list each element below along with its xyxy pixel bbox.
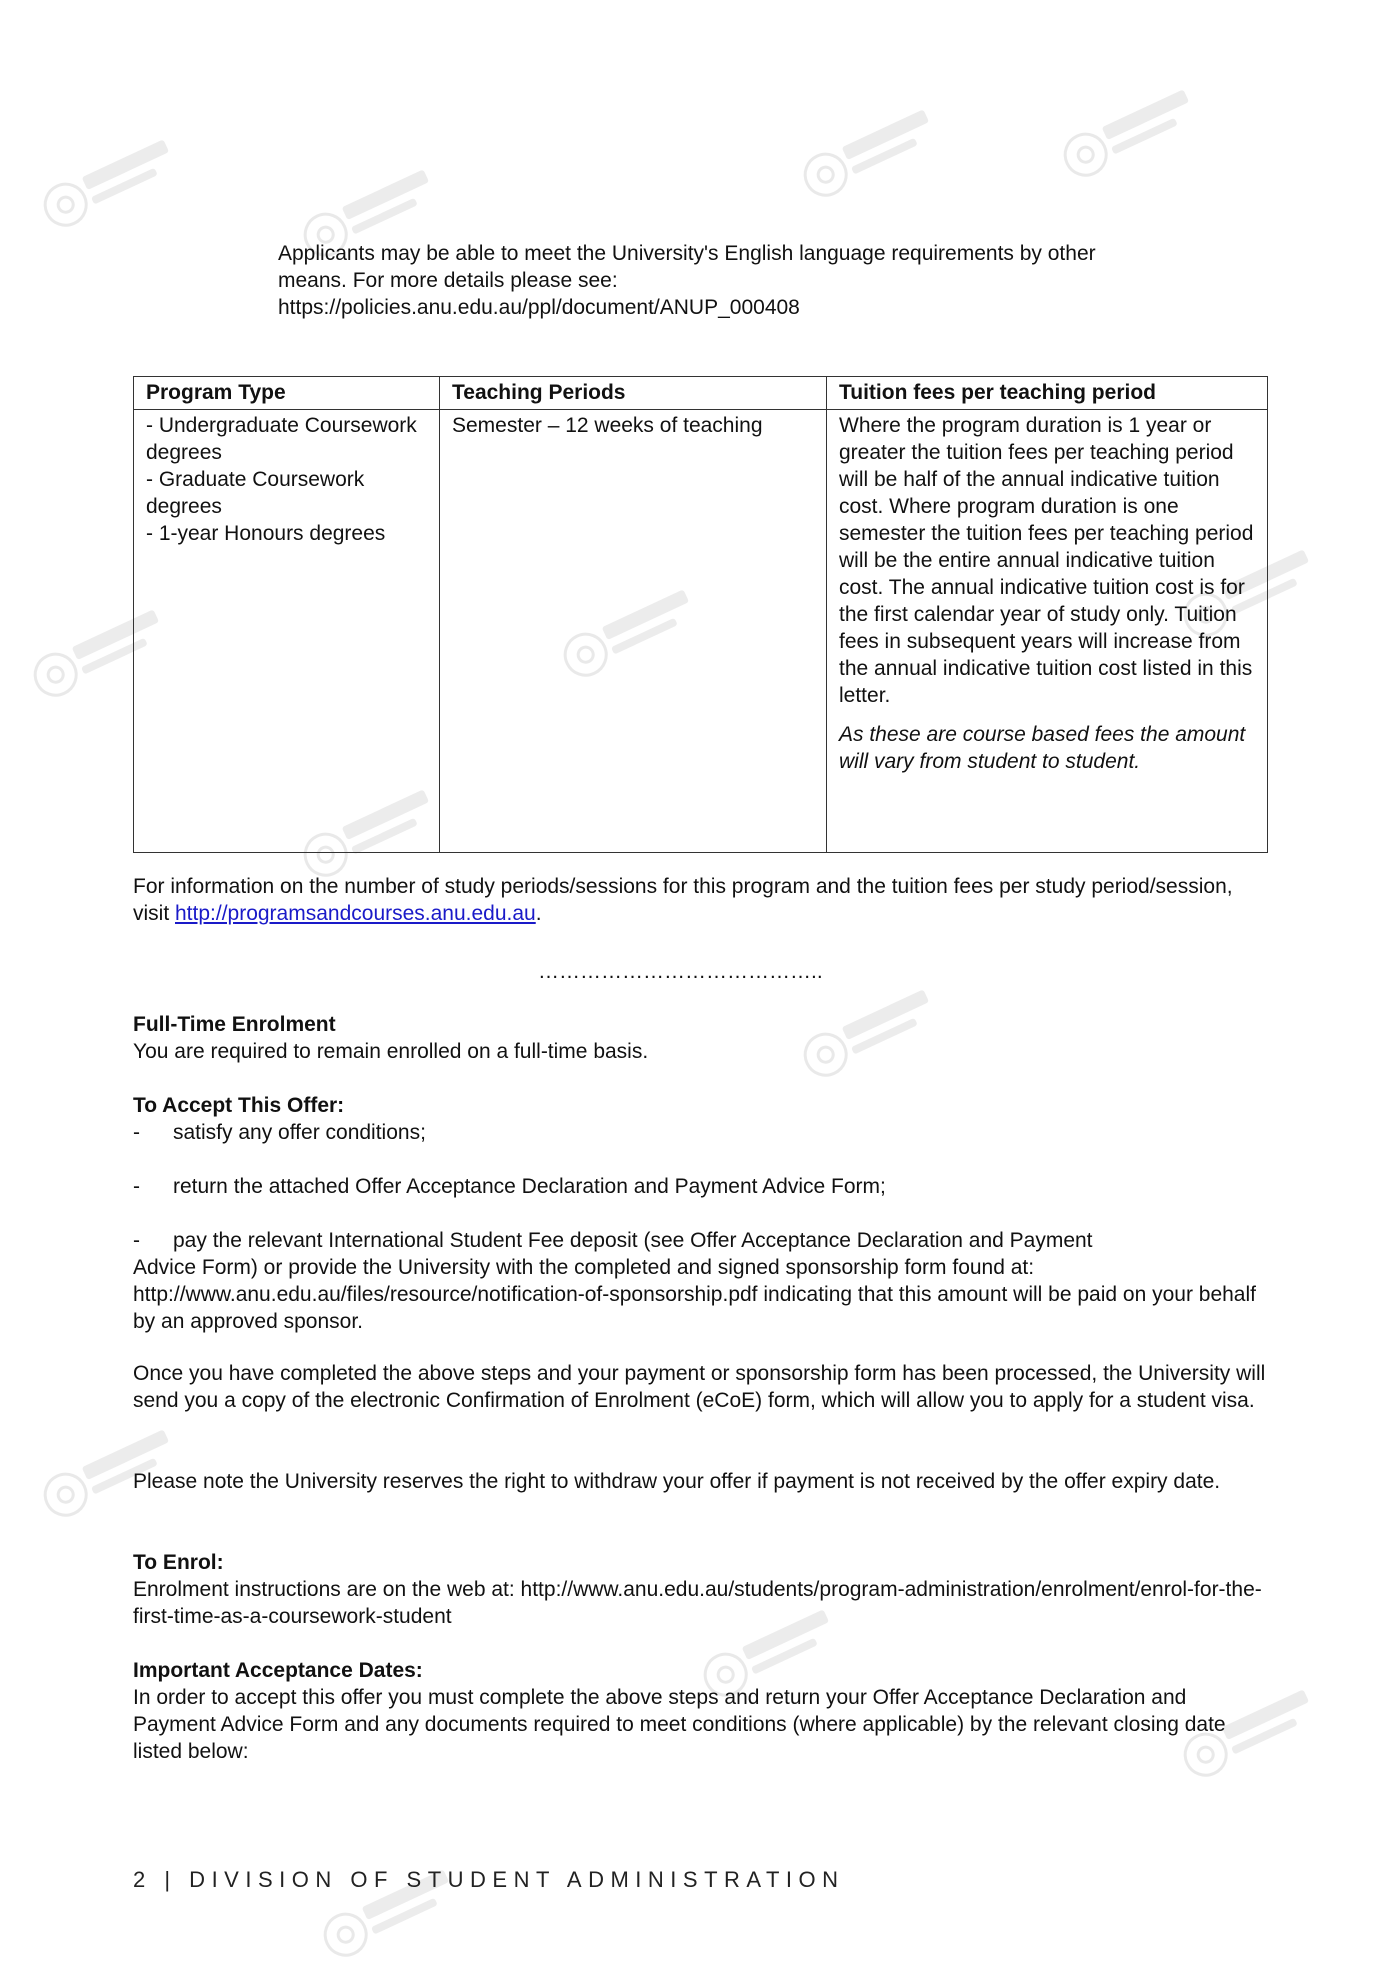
intro-line: Applicants may be able to meet the University's English language requirements by other [278,242,1096,265]
section-title: Full-Time Enrolment [133,1013,336,1036]
section-body: Enrolment instructions are on the web at: http://www.anu.edu.au/students/program-administration/enrolment/enrol-for-the-first-time-as-a-coursework-student [133,1578,1262,1628]
tuition-fees-cell [827,410,1268,853]
list-item-text-continued: Advice Form) or provide the University with the completed and signed sponsorship form found at: http://www.anu.edu.au/files/resource/notification-of-sponsorship.pdf indicating that this amount will be paid on your behalf by an approved sponsor. [133,1256,1256,1333]
accept-offer-section [133,1092,1273,1335]
header-tuition-fees: Tuition fees per teaching period [827,377,1268,410]
intro-line: means. For more details please see: [278,269,618,292]
policy-url: https://policies.anu.edu.au/ppl/document/ANUP_000408 [278,296,800,319]
info-text-end: . [535,902,542,925]
section-body: You are required to remain enrolled on a full-time basis. [133,1040,649,1063]
list-item-text: return the attached Offer Acceptance Declaration and Payment Advice Form; [173,1175,886,1198]
tuition-fees-note: As these are course based fees the amount will vary from student to student. [839,723,1246,773]
program-type-item: - Undergraduate Coursework degrees [146,414,417,464]
list-dash: - [133,1121,140,1144]
list-item [133,1173,1273,1200]
dotted-separator: ………………………………….. [538,960,823,983]
program-type-item: - 1-year Honours degrees [146,522,386,545]
section-title: Important Acceptance Dates: [133,1659,423,1682]
section-title: To Enrol: [133,1551,224,1574]
list-item [133,1227,1273,1335]
tuition-fee-table [133,376,1268,853]
programs-and-courses-link[interactable]: http://programsandcourses.anu.edu.au [175,902,536,925]
list-dash: - [133,1229,140,1252]
section-title: To Accept This Offer: [133,1094,345,1117]
full-time-enrolment-section [133,1011,1273,1065]
header-teaching-periods: Teaching Periods [440,377,827,410]
program-type-item: - Graduate Coursework degrees [146,468,365,518]
table-row [134,410,1268,853]
list-item [133,1119,1273,1146]
section-body: In order to accept this offer you must complete the above steps and return your Offer Acceptance Declaration and Payment Advice Form and any documents required to meet conditions (where applicable) by the relevant closing date listed below: [133,1686,1226,1763]
english-requirements-paragraph [278,240,1218,321]
list-item-text: pay the relevant International Student Fee deposit (see Offer Acceptance Declaration and Payment [173,1229,1093,1252]
enrol-section [133,1549,1273,1630]
header-program-type: Program Type [134,377,440,410]
withdraw-paragraph: Please note the University reserves the right to withdraw your offer if payment is not received by the offer expiry date. [133,1470,1221,1493]
acceptance-dates-section [133,1657,1273,1765]
list-dash: - [133,1175,140,1198]
list-item-text: satisfy any offer conditions; [173,1121,426,1144]
teaching-period-text: Semester – 12 weeks of teaching [452,414,763,437]
ecoe-paragraph: Once you have completed the above steps and your payment or sponsorship form has been processed, the University will send you a copy of the electronic Confirmation of Enrolment (eCoE) form, which will allow you to apply for a student visa. [133,1362,1266,1412]
table-header-row [134,377,1268,410]
page-footer: 2 | DIVISION OF STUDENT ADMINISTRATION [133,1867,845,1892]
program-type-cell [134,410,440,853]
tuition-fees-text: Where the program duration is 1 year or greater the tuition fees per teaching period will be half of the annual indicative tuition cost. Where program duration is one semester the tuition fees per teaching period will be the entire annual indicative tuition cost. The annual indicative tuition cost is for the first calendar year of study only. Tuition fees in subsequent years will increase from the annual indicative tuition cost listed in this letter. [839,414,1254,707]
info-text: For information on the number of study periods/sessions for this program and the tuition fees per study period/session, visit [133,875,1233,925]
study-periods-info [133,873,1253,927]
teaching-period-cell [440,410,827,853]
